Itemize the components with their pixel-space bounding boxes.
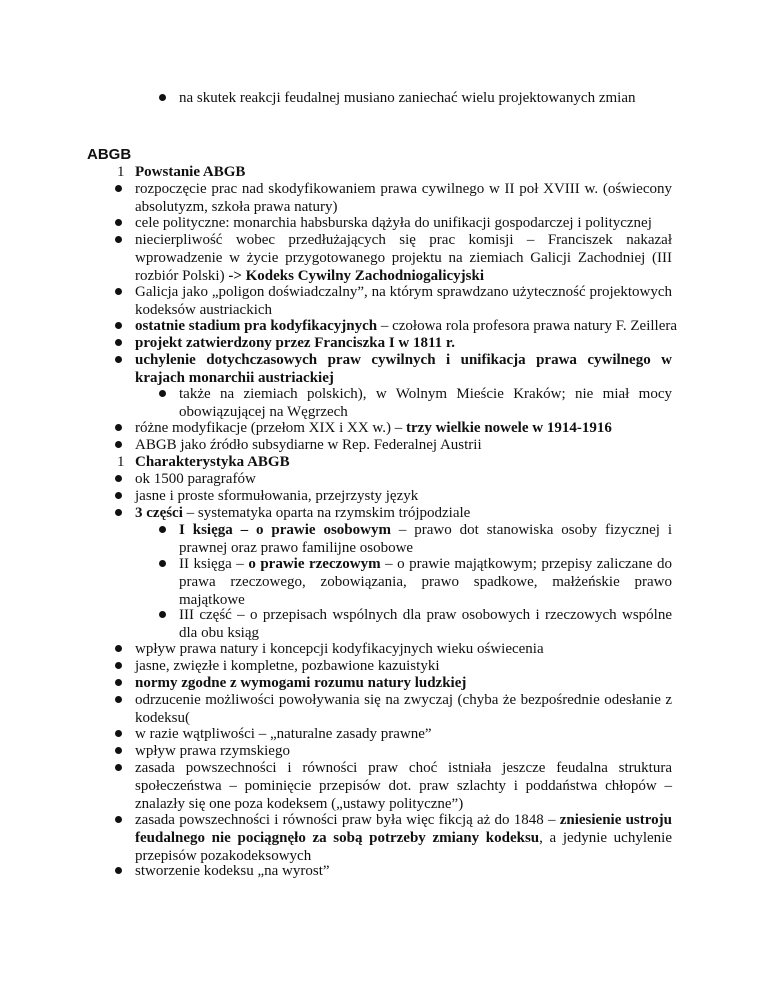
bullet-icon: [113, 657, 123, 667]
bullet-icon: [157, 521, 167, 531]
bullet-icon: [113, 504, 123, 514]
section-title: Powstanie ABGB: [135, 164, 246, 180]
bullet-icon: [113, 180, 123, 190]
bullet-icon: [113, 759, 123, 769]
bullet-icon: [113, 862, 123, 872]
bullet-icon: [113, 811, 123, 821]
bullet-icon: [113, 419, 123, 429]
bullet-icon: [113, 725, 123, 735]
bullet-icon: [113, 470, 123, 480]
bullet-icon: [113, 691, 123, 701]
bullet-icon: [113, 283, 123, 293]
bullet-icon: [113, 640, 123, 650]
bullet-icon: [113, 334, 123, 344]
bullet-icon: [113, 231, 123, 241]
section-heading: ABGB: [87, 146, 132, 163]
section-title: Charakterystyka ABGB: [135, 454, 290, 470]
bullet-icon: [157, 89, 167, 99]
bullet-icon: [157, 385, 167, 395]
bullet-icon: [113, 214, 123, 224]
bullet-icon: [113, 674, 123, 684]
bullet-icon: [113, 317, 123, 327]
bullet-icon: [157, 606, 167, 616]
bullet-icon: [157, 555, 167, 565]
bullet-icon: [113, 742, 123, 752]
bullet-icon: [113, 351, 123, 361]
bullet-icon: [113, 436, 123, 446]
document-page: na skutek reakcji feudalnej musiano zaniechać wielu projektowanych zmian ABGB 1 Powstanie ABGB rozpoczęcie prac nad skodyfikowaniem prawa cywilnego w II poł XVIII w. (oświecony absolutyzm, szkoła prawa natury) cele polityczne: monarchia habsburska dążyła do unifikacji gospodarczej i politycznej niecierpliwość wobec przedłużających się prac komisji – Franciszek nakazał wprowadzenie w życie przygotowanego projektu na ziemiach Galicji Zachodniej (III rozbiór Polski) -> Kodeks Cywilny Zachodniogalicyjski Galicja jako „poligon doświadczalny”, na którym sprawdzano użyteczność projektowych kodeksów austriackich ostatnie stadium pra kodyfikacyjnych – czołowa rola profesora prawa natury F. Zeillera projekt zatwierdzony przez Franciszka I w 1811 r. uchylenie dotychczasowych praw cywilnych i unifikacja prawa cywilnego w krajach monarchii austriackiej także na ziemiach polskich), w Wolnym Mieście Kraków; nie miał mocy obowiązującej na Węgrzech różne modyfikacje (przełom XIX i XX w.) – trzy wielkie nowele w 1914-1916 ABGB jako źródło subsydiarne w Rep. Federalnej Austrii 1 Charakterystyka ABGB ok 1500 paragrafów jasne i proste sformułowania, przejrzysty język 3 części – systematyka oparta na rzymskim trójpodziale I księga – o prawie osobowym – prawo dot stanowiska osoby fizycznej i prawnej oraz prawo familijne osobowe II księga – o prawie rzeczowym – o prawie majątkowym; przepisy zaliczane do prawa rzeczowego, zobowiązania, prawo spadkowe, małżeńskie prawo majątkowe III część – o przepisach wspólnych dla praw osobowych i rzeczowych wspólne dla obu ksiąg wpływ prawa natury i koncepcji kodyfikacyjnych wieku oświecenia jasne, zwięzłe i kompletne, pozbawione kazuistyki normy zgodne z wymogami rozumu natury ludzkiej odrzucenie możliwości powoływania się na zwyczaj (chyba że bezpośrednie odesłanie z kodeksu( w razie wątpliwości – „naturalne zasady prawne” wpływ prawa rzymskiego zasada powszechności i równości praw choć istniała jeszcze feudalna struktura społeczeństwa – pominięcie przepisów dot. praw szlachty i poddaństwa chłopów – znalazły się one poza kodeksem („ustawy polityczne”) zasada powszechności i równości praw była więc fikcją aż do 1848 – zniesienie ustroju feudalnego nie pociągnęło za sobą potrzeby zmiany kodeksu, a jedynie uchylenie przepisów pozakodeksowych stworzenie kodeksu „na wyrost”: [87, 90, 678, 879]
bullet-icon: [113, 487, 123, 497]
